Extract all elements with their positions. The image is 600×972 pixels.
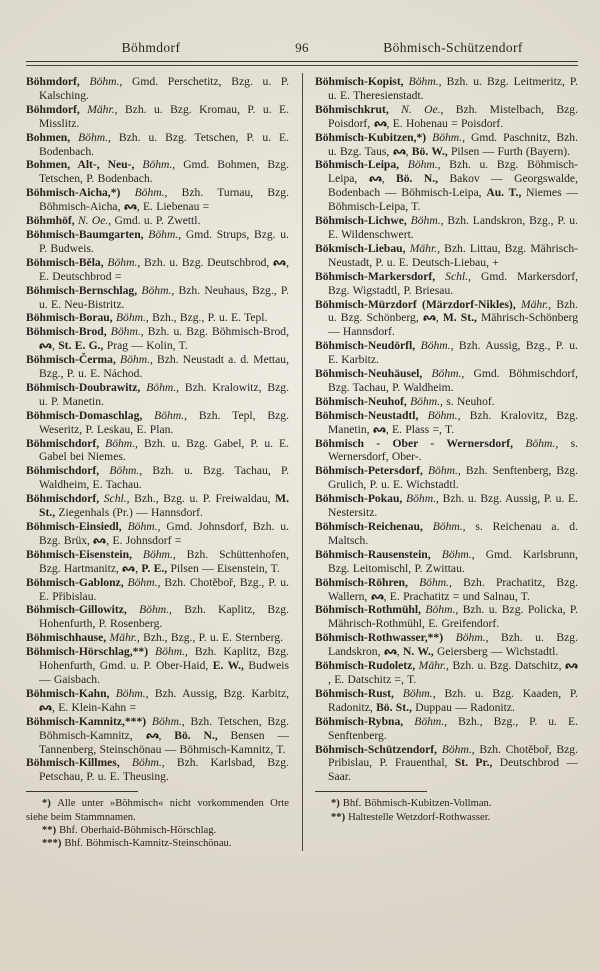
region-abbr: Böhm.,: [105, 436, 144, 450]
region-abbr: Böhm.,: [432, 130, 471, 144]
entry-text: Prag — Kolin, T.: [106, 339, 188, 353]
entry-text: Bzh. Kaplitz, Bzg. Hohenfurth, Gmd. u. P. Ober-Haid,: [39, 645, 289, 673]
posthorn-telegraph-icon: [373, 426, 386, 434]
entry: [315, 409, 578, 437]
entry-text: Ziegenhals (Pr.) — Hannsdorf.: [58, 506, 203, 520]
region-abbr: Böhm.,: [141, 283, 179, 297]
entry: [26, 687, 289, 715]
footnote: [26, 824, 289, 837]
posthorn-telegraph-icon: [565, 662, 578, 670]
entry-text: Bzh. Kralowitz, Bzg. u. P. Manetin.: [39, 380, 289, 408]
entry-text: s. Reichenau a. d. Maltsch.: [328, 520, 578, 547]
entry-text: , E. Liebenau =: [136, 200, 210, 214]
posthorn-telegraph-icon: [124, 203, 137, 211]
entry: [26, 158, 289, 186]
entry-text: Gmd. Böhmischdorf, Bzg. Tachau, P. Waldheim.: [328, 367, 578, 394]
place-name: Böhmisch-Leipa,: [315, 158, 408, 172]
page-number: 96: [295, 40, 309, 55]
entry: [26, 381, 289, 409]
place-name: Böhmisch-Neustadtl,: [315, 408, 428, 422]
place-name: Au. T.,: [486, 186, 527, 200]
region-abbr: Böhm.,: [427, 464, 466, 478]
entry-text: Bzh. Neustadt a. d. Mettau, Bzg., P. u. E. Náchod.: [39, 353, 289, 381]
entry-text: Bzh. u. Bzg. Landskron,: [328, 631, 578, 659]
footnote-marker: **): [331, 811, 349, 823]
footnote-marker: ***): [42, 838, 65, 850]
place-name: E. W.,: [212, 659, 249, 673]
place-name: Böhmisch-Neudörfl,: [315, 339, 421, 353]
place-name: Böhmisch-Kopist,: [315, 75, 409, 88]
entry-text: Bzh. Chotěboř, Bzg., P. u. E. Přibislau.: [39, 575, 289, 603]
region-abbr: Böhm.,: [441, 742, 480, 756]
region-abbr: Böhm.,: [89, 75, 133, 88]
region-abbr: Böhm.,: [155, 645, 195, 659]
place-name: Böhmisch-Rothwasser,**): [315, 631, 456, 645]
place-name: Böhmisch-Reichenau,: [315, 520, 433, 533]
entry-text: Bzh. u. Bzg. Datschitz,: [452, 659, 565, 673]
header-left-title: Böhmdorf: [121, 40, 181, 55]
entry: [26, 214, 289, 228]
entry: [315, 367, 578, 395]
region-abbr: Böhm.,: [402, 686, 445, 700]
footnote: [315, 797, 578, 810]
entry-text: Bzh. Mistelbach, Bzg. Poisdorf,: [328, 102, 578, 130]
region-abbr: Böhm.,: [110, 325, 148, 339]
place-name: Bö. St.,: [376, 700, 416, 714]
place-name: Böhmisch-Rudoletz,: [315, 659, 419, 673]
posthorn-telegraph-icon: [374, 120, 387, 128]
entry: [26, 75, 289, 103]
posthorn-telegraph-icon: [273, 259, 286, 267]
region-abbr: Böhm.,: [154, 408, 199, 422]
entry: [315, 158, 578, 214]
entry-text: Bzh., Bzg., P. u. E. Sternberg.: [143, 631, 284, 645]
region-abbr: Böhm.,: [148, 227, 186, 241]
entry-text: Bzh., Bzg. u. P. Freiwaldau,: [134, 492, 276, 506]
region-abbr: Böhm.,: [425, 603, 463, 617]
header-rule: [26, 61, 578, 66]
region-abbr: Böhm.,: [414, 714, 459, 728]
entry: [26, 756, 289, 784]
region-abbr: Schl.,: [445, 269, 481, 283]
region-abbr: Böhm.,: [142, 547, 187, 561]
posthorn-telegraph-icon: [146, 732, 159, 740]
entry: [26, 131, 289, 159]
place-name: M. St.,: [39, 492, 289, 520]
entry-text: Gmd. Strups, Bzg. u. P. Budweis.: [39, 227, 289, 255]
two-column-body: [26, 75, 578, 851]
entry-text: Bzh., Bzg., P. u. E. Tepl.: [152, 311, 268, 325]
region-abbr: Böhm.,: [127, 575, 165, 589]
place-name: Böhmhöf,: [26, 214, 78, 228]
entry-text: Deutschbrod — Saar.: [328, 756, 579, 784]
entry-text: Geiersberg — Wichstadtl.: [436, 645, 559, 659]
posthorn-telegraph-icon: [393, 148, 406, 156]
entry-text: ,: [405, 144, 412, 158]
entry-text: Bzh. u. Bzg. Aussig, P. u. E. Nestersitz.: [328, 492, 579, 520]
place-name: N. W.,: [403, 645, 437, 659]
entry: [315, 270, 578, 298]
footnote-text: Bhf. Oberhaid-Böhmisch-Hörschlag.: [59, 825, 217, 837]
region-abbr: Böhm.,: [431, 367, 474, 381]
entry: [26, 715, 289, 757]
place-name: Böhmisch-Kamnitz,***): [26, 714, 152, 728]
entry-text: ,: [52, 339, 59, 353]
entry-text: , E. Hohenau = Poisdorf.: [386, 116, 504, 130]
entry: [315, 631, 578, 659]
entry-text: Gmd. Perschetitz, Bzg. u. P. Kalsching.: [39, 75, 289, 102]
place-name: Böhmisch-Rybna,: [315, 714, 415, 728]
footnote: [26, 797, 289, 824]
entry: [315, 492, 578, 520]
entry-text: Bzh. Tetschen, Bzg. Böhmisch-Kamnitz,: [39, 714, 289, 742]
region-abbr: Böhm.,: [142, 158, 184, 172]
entry: [315, 715, 578, 743]
region-abbr: Böhm.,: [420, 339, 459, 353]
posthorn-telegraph-icon: [423, 314, 436, 322]
place-name: Böhmisch-Domaschlag,: [26, 408, 155, 422]
entry-text: Bzh. u. Bzg. Gabel, P. u. E. Gabel bei Niemes.: [39, 436, 289, 464]
entry: [315, 576, 578, 604]
entry: [26, 631, 289, 645]
region-abbr: Böhm.,: [410, 394, 447, 408]
place-name: Böhmisch-Aicha,*): [26, 186, 135, 200]
place-name: Böhmischkrut,: [315, 102, 402, 116]
entry-text: Bzh. Prachatitz, Bzg. Wallern,: [328, 575, 578, 603]
entry-text: Gmd. Johnsdorf, Bzh. u. Bzg. Brüx,: [39, 520, 289, 547]
region-abbr: Böhm.,: [115, 311, 153, 325]
entry: [315, 548, 578, 576]
region-abbr: Böhm.,: [427, 408, 470, 422]
entry-text: Bzh. Landskron, Bzg., P. u. E. Wildenschwert.: [328, 214, 579, 241]
place-name: Böhmisch-Lichwe,: [315, 214, 411, 228]
entry: [315, 464, 578, 492]
entry-text: Gmd. Karlsbrunn, Bzg. Leitomischl, P. Zwittau.: [328, 547, 578, 575]
place-name: Bö. N.,: [174, 728, 231, 742]
place-name: Böhmisch-Gablonz,: [26, 575, 128, 589]
entry-text: Gmd. u. P. Zwettl.: [114, 214, 201, 228]
entry-text: Gmd. Bohmen, Bzg. Tetschen, P. Bodenbach.: [39, 158, 289, 186]
place-name: Böhmisch-Bernschlag,: [26, 283, 142, 297]
place-name: Böhmisch-Doubrawitz,: [26, 380, 147, 394]
place-name: Böhmisch-Baumgarten,: [26, 227, 149, 241]
place-name: Böhmdorf,: [26, 102, 88, 116]
entry-text: Budweis — Gaisbach.: [39, 659, 289, 686]
posthorn-telegraph-icon: [122, 565, 135, 573]
entry-text: , E. Klein-Kahn =: [52, 700, 137, 714]
region-abbr: Böhm.,: [109, 464, 153, 478]
footnote-text: Bhf. Böhmisch-Kubitzen-Vollman.: [342, 798, 492, 810]
place-name: Böhmisch-Brod,: [26, 325, 111, 339]
entry: [315, 659, 578, 687]
region-abbr: Mähr.,: [418, 659, 453, 673]
entry: [26, 645, 289, 687]
running-head: [26, 40, 578, 61]
region-abbr: Mähr.,: [520, 297, 557, 311]
region-abbr: Böhm.,: [151, 714, 191, 728]
entry: [315, 603, 578, 631]
place-name: Böhmisch-Röhren,: [315, 575, 420, 589]
place-name: Böhmisch-Neuhof,: [315, 394, 411, 408]
place-name: Böhmisch-Rust,: [315, 686, 403, 700]
place-name: Bökmisch-Liebau,: [315, 241, 410, 255]
posthorn-telegraph-icon: [369, 175, 382, 183]
entry-text: Bzh. Neuhaus, Bzg., P. u. E. Neu-Bistritz.: [39, 283, 289, 311]
entry: [26, 353, 289, 381]
entry-text: Bzh. Kralovitz, Bzg. Manetin,: [328, 408, 578, 436]
entry: [26, 256, 289, 284]
entry: [26, 603, 289, 631]
place-name: Böhmisch-Eisenstein,: [26, 547, 143, 561]
entry-text: Bzh. u. Bzg. Kaaden, P. Radonitz,: [328, 686, 578, 714]
place-name: Böhmisch-Mürzdorf (Märzdorf-Nikles),: [315, 297, 521, 311]
entry-text: , E. Prachatitz = und Salnau, T.: [383, 589, 530, 603]
entry: [315, 743, 578, 785]
place-name: Bohmen, Alt-, Neu-,: [26, 158, 143, 172]
place-name: Böhmisch-Gillowitz,: [26, 603, 140, 617]
entry-text: ,: [158, 728, 175, 742]
entry-text: Bzh. Tepl, Bzg. Weseritz, P. Leskau, E. Plan.: [39, 408, 289, 436]
place-name: Böhmischdorf,: [26, 436, 106, 450]
entry-text: Duppau — Radonitz.: [415, 700, 515, 714]
footnote-marker: *): [42, 798, 58, 810]
region-abbr: Böhm.,: [78, 130, 119, 144]
region-abbr: Böhm.,: [525, 436, 571, 450]
region-abbr: Böhm.,: [410, 214, 448, 228]
entry: [315, 520, 578, 548]
place-name: Böhmischhause,: [26, 631, 110, 645]
posthorn-telegraph-icon: [39, 704, 52, 712]
entry-text: Bzh. u. Bzg. Deutschbrod,: [144, 255, 274, 269]
region-abbr: N. Oe.,: [77, 214, 115, 228]
entry-text: Bzh. Karlsbad, Bzg. Petschau, P. u. E. Theusing.: [39, 756, 289, 784]
entry: [315, 214, 578, 242]
entry-text: Bzh. u. Bzg. Kromau, P. u. E. Misslitz.: [39, 102, 289, 130]
region-abbr: Böhm.,: [139, 603, 185, 617]
place-name: St. E. G.,: [58, 339, 107, 353]
entry-text: Bzh. u. Bzg. Böhmisch-Brod,: [147, 325, 289, 339]
region-abbr: Böhm.,: [127, 520, 167, 533]
entry-text: Bzh. Chotěboř, Bzg. Pribislau, P. Frauenthal,: [328, 742, 578, 770]
entry-text: Bzh. u. Bzg. Tetschen, P. u. E. Bodenbach.: [39, 130, 289, 158]
entry-text: Pilsen — Furth (Bayern).: [450, 144, 571, 158]
entry-text: , E. Datschitz =, T.: [328, 672, 417, 686]
posthorn-telegraph-icon: [93, 537, 106, 545]
entry-text: Bzh. u. Bzg. Böhmisch-Leipa,: [328, 158, 578, 186]
entry-text: Bzh. Schüttenhofen, Bzg. Hartmanitz,: [39, 547, 289, 575]
place-name: Böhmisch-Běla,: [26, 255, 108, 269]
entry-text: Bzh. u. Bzg. Leitmeritz, P. u. E. Theresienstadt.: [328, 75, 578, 102]
region-abbr: Mähr.,: [109, 631, 144, 645]
posthorn-telegraph-icon: [371, 593, 384, 601]
entry-text: , E. Johnsdorf =: [106, 533, 182, 547]
region-abbr: Böhm.,: [120, 353, 158, 367]
place-name: Böhmisch-Rothmühl,: [315, 603, 426, 617]
entry-text: Bzh. Turnau, Bzg. Böhmisch-Aicha,: [39, 186, 289, 214]
region-abbr: Böhm.,: [407, 158, 450, 172]
entry-text: Pilsen — Eisenstein, T.: [170, 561, 280, 575]
entry: [26, 284, 289, 312]
footnote-text: Haltestelle Wetzdorf-Rothwasser.: [348, 811, 491, 823]
place-name: Böhmdorf,: [26, 75, 90, 88]
place-name: Böhmisch-Petersdorf,: [315, 464, 428, 478]
entry: [315, 103, 578, 131]
place-name: M. St.,: [442, 311, 481, 325]
entry: [26, 409, 289, 437]
column-right: [315, 75, 578, 851]
place-name: Böhmisch-Neuhäusel,: [315, 367, 432, 381]
region-abbr: Böhm.,: [455, 631, 502, 645]
entry-text: s. Wernersdorf, Ober-.: [328, 436, 578, 464]
place-name: Böhmisch-Killmes,: [26, 756, 132, 770]
entry-text: ,: [381, 172, 397, 186]
place-name: Bö. N.,: [396, 172, 450, 186]
entry: [26, 311, 289, 325]
place-name: St. Pr.,: [454, 756, 500, 770]
place-name: Böhmisch-Kubitzen,*): [315, 130, 433, 144]
entry-text: Bzh. Littau, Bzg. Mährisch-Neustadt, P. u. E. Deutsch-Liebau, +: [328, 241, 579, 269]
region-abbr: Böhm.,: [134, 186, 182, 200]
gazetteer-page: [26, 40, 578, 851]
entry-text: Bzh. u. Bzg. Tachau, P. Waldheim, E. Tachau.: [39, 464, 290, 492]
entry: [315, 242, 578, 270]
place-name: Bö. W.,: [411, 144, 451, 158]
place-name: Böhmisch-Rausenstein,: [315, 547, 442, 561]
footnote-text: Bhf. Böhmisch-Kamnitz-Steinschönau.: [64, 838, 232, 850]
entry: [315, 298, 578, 340]
place-name: Bohmen,: [26, 130, 79, 144]
region-abbr: N. Oe.,: [401, 102, 456, 116]
entry-text: Bzh., Bzg., P. u. E. Senftenberg.: [328, 714, 578, 742]
entry-text: ,: [435, 311, 443, 325]
place-name: Böhmisch-Hörschlag,**): [26, 645, 156, 659]
footnote-marker: **): [42, 825, 60, 837]
entry: [315, 131, 578, 159]
footnote: [26, 837, 289, 850]
entry-text: Mährisch-Schönberg — Hannsdorf.: [328, 311, 578, 339]
entry-text: Bzh. u. Bzg. Policka, P. Mährisch-Rothmühl, E. Greifendorf.: [328, 603, 578, 631]
place-name: Böhmischdorf,: [26, 492, 104, 506]
entry: [315, 395, 578, 409]
place-name: Böhmisch-Markersdorf,: [315, 269, 446, 283]
column-left: [26, 75, 289, 851]
entry: [26, 576, 289, 604]
entry-text: Niemes — Böhmisch-Leipa, T.: [328, 186, 578, 214]
place-name: Böhmisch-Pokau,: [315, 492, 407, 506]
entry-text: Gmd. Paschnitz, Bzh. u. Bzg. Taus,: [328, 130, 578, 158]
posthorn-telegraph-icon: [39, 342, 52, 350]
entry-text: s. Neuhof.: [446, 394, 495, 408]
place-name: Böhmisch - Ober - Wernersdorf,: [315, 436, 526, 450]
entry-text: Bzh. Kaplitz, Bzg. Hohenfurth, P. Rosenberg.: [39, 603, 289, 631]
entry-text: ,: [396, 645, 403, 659]
footnote: [315, 811, 578, 824]
entry: [315, 339, 578, 367]
entry: [315, 687, 578, 715]
region-abbr: Schl.,: [103, 492, 135, 506]
entry-text: Bzh. u. Bzg. Schönberg,: [328, 297, 578, 325]
place-name: P. E.,: [141, 561, 171, 575]
entry-text: Bzh. Senftenberg, Bzg. Grulich, P. u. E. Wichstadtl.: [328, 464, 578, 492]
region-abbr: Böhm.,: [406, 492, 443, 506]
place-name: Böhmisch-Kahn,: [26, 686, 116, 700]
footnote-text: Alle unter »Böhmisch« nicht vorkommenden Orte siehe beim Stammnamen.: [26, 798, 289, 823]
region-abbr: Böhm.,: [115, 686, 155, 700]
header-right-title: Böhmisch-Schützendorf: [383, 40, 523, 55]
region-abbr: Böhm.,: [107, 255, 145, 269]
region-abbr: Böhm.,: [419, 575, 464, 589]
entry: [26, 464, 289, 492]
entry-text: Bakov — Georgswalde, Bodenbach — Böhmisch-Leipa,: [328, 172, 578, 200]
region-abbr: Böhm.,: [441, 547, 486, 561]
region-abbr: Böhm.,: [432, 520, 476, 533]
entry: [26, 437, 289, 465]
entry-text: , E. Deutschbrod =: [39, 255, 289, 283]
entry: [26, 492, 289, 520]
place-name: Böhmisch-Schützendorf,: [315, 742, 442, 756]
place-name: Böhmisch-Čerma,: [26, 353, 121, 367]
entry: [26, 520, 289, 548]
region-abbr: Böhm.,: [131, 756, 177, 770]
entry: [26, 548, 289, 576]
entry: [26, 228, 289, 256]
region-abbr: Böhm.,: [408, 75, 447, 88]
entry: [26, 186, 289, 214]
footnote-marker: *): [331, 798, 343, 810]
place-name: Böhmisch-Einsiedl,: [26, 520, 128, 533]
entry-text: ,: [135, 561, 142, 575]
region-abbr: Böhm.,: [146, 380, 185, 394]
entry-text: Bzh. Aussig, Bzg., P. u. E. Karbitz.: [328, 339, 578, 367]
entry: [315, 75, 578, 103]
footnote-separator: [315, 791, 427, 792]
entry-text: , E. Plass =, T.: [385, 422, 455, 436]
entry-text: Bensen — Tannenberg, Steinschönau — Böhmisch-Kamnitz, T.: [39, 728, 290, 756]
entry: [26, 325, 289, 353]
region-abbr: Mähr.,: [409, 241, 445, 255]
place-name: Böhmisch-Borau,: [26, 311, 116, 325]
entry: [315, 437, 578, 465]
place-name: Böhmischdorf,: [26, 464, 110, 478]
entry: [26, 103, 289, 131]
footnote-separator: [26, 791, 138, 792]
entry-text: Gmd. Markersdorf, Bzg. Wigstadtl, P. Briesau.: [328, 269, 578, 297]
posthorn-telegraph-icon: [384, 648, 397, 656]
entry-text: Bzh. Aussig, Bzg. Karbitz,: [154, 686, 289, 700]
region-abbr: Mähr.,: [87, 102, 125, 116]
